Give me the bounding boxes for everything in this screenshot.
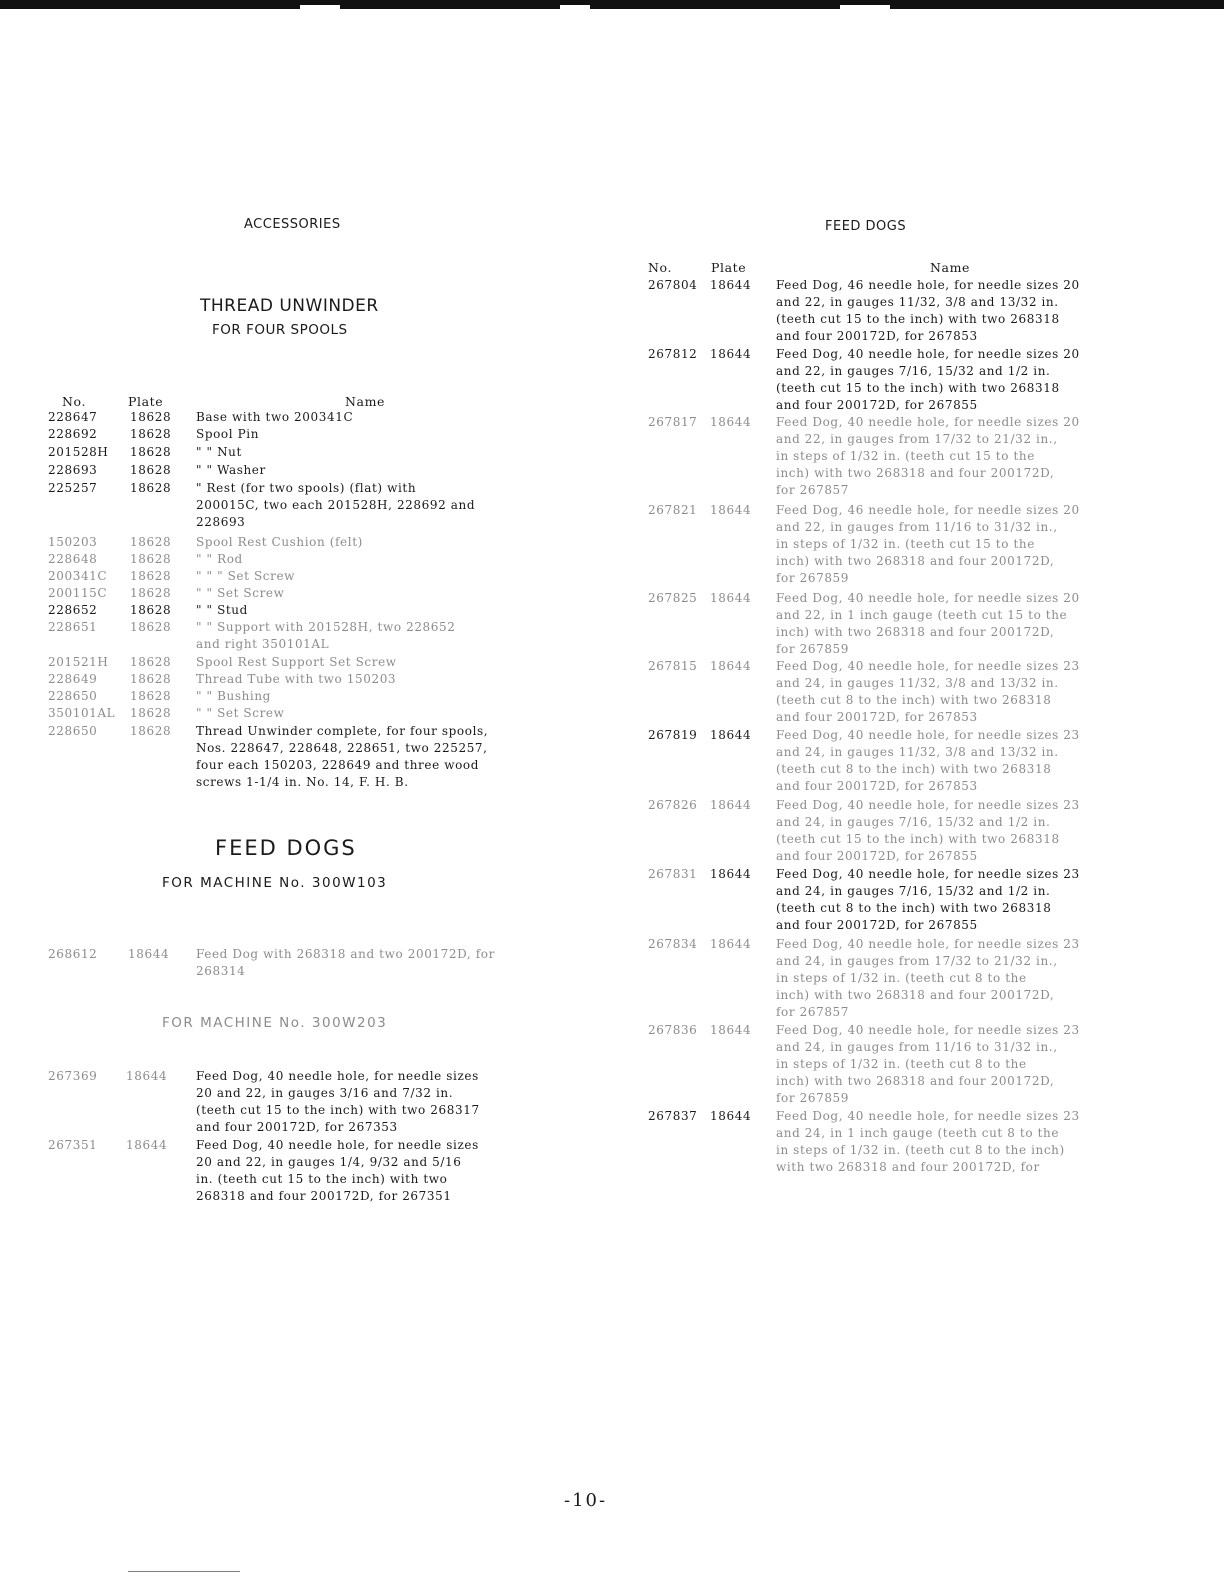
part-plate: 18628 — [130, 655, 172, 669]
part-name: Feed Dog, 40 needle hole, for needle sizes 23 and 24, in gauges 11/32, 3/8 and 13/32 in. (teeth cut 8 to the inch) with two 268318 and four 200172D, for 267853 — [776, 659, 1080, 724]
part-plate: 18644 — [710, 503, 752, 517]
part-plate: 18644 — [126, 1069, 168, 1083]
part-plate: 18628 — [130, 603, 172, 617]
machine-300w203-heading: FOR MACHINE No. 300W203 — [162, 1015, 388, 1031]
part-name: " Rest (for two spools) (flat) with 200015C, two each 201528H, 228692 and 228693 — [196, 481, 476, 529]
part-plate: 18644 — [710, 728, 752, 742]
part-plate: 18644 — [710, 415, 752, 429]
feed-dogs-heading-right: FEED DOGS — [825, 219, 907, 234]
col-header-name: Name — [930, 260, 971, 275]
scan-gap — [560, 5, 590, 9]
part-name: " " Set Screw — [196, 706, 285, 720]
part-name: Feed Dog, 40 needle hole, for needle sizes 20 and 22, in gauges from 17/32 to 21/32 in., in steps of 1/32 in. (teeth cut 15 to the inch) with two 268318 and four 200172D, for 267857 — [776, 415, 1080, 497]
part-name: Feed Dog, 40 needle hole, for needle sizes 20 and 22, in gauges 7/16, 15/32 and 1/2 in. (teeth cut 15 to the inch) with two 268318 and four 200172D, for 267855 — [776, 347, 1080, 412]
part-plate: 18644 — [710, 867, 752, 881]
part-no: 267804 — [648, 278, 698, 292]
part-no: 350101AL — [48, 706, 116, 720]
thread-unwinder-title: THREAD UNWINDER — [200, 296, 379, 316]
part-no: 267826 — [648, 798, 698, 812]
part-name: Feed Dog, 40 needle hole, for needle sizes 23 and 24, in gauges from 11/16 to 31/32 in., in steps of 1/32 in. (teeth cut 8 to the inch) with two 268318 and four 200172D, for 267859 — [776, 1023, 1080, 1105]
part-no: 228650 — [48, 689, 98, 703]
part-no: 201521H — [48, 655, 109, 669]
part-name: " " Nut — [196, 445, 242, 459]
part-no: 267837 — [648, 1109, 698, 1123]
part-no: 267815 — [648, 659, 698, 673]
thread-unwinder-subtitle: FOR FOUR SPOOLS — [212, 322, 348, 338]
col-header-name: Name — [345, 394, 386, 409]
part-no: 228650 — [48, 724, 98, 738]
part-plate: 18628 — [130, 552, 172, 566]
part-plate: 18628 — [130, 569, 172, 583]
part-no: 200341C — [48, 569, 108, 583]
part-name: " " Bushing — [196, 689, 271, 703]
part-plate: 18644 — [710, 278, 752, 292]
col-header-plate: Plate — [711, 260, 747, 275]
part-name: Base with two 200341C — [196, 410, 354, 424]
part-no: 150203 — [48, 535, 98, 549]
part-no: 267819 — [648, 728, 698, 742]
part-name: Feed Dog, 40 needle hole, for needle sizes 20 and 22, in 1 inch gauge (teeth cut 15 to the inch) with two 268318 and four 200172D, for 267859 — [776, 591, 1080, 656]
part-name: Spool Pin — [196, 427, 260, 441]
part-name: Thread Unwinder complete, for four spools, Nos. 228647, 228648, 228651, two 225257, four each 150203, 228649 and three wood screws 1-1/4 in. No. 14, F. H. B. — [196, 724, 489, 789]
part-name: Thread Tube with two 150203 — [196, 672, 397, 686]
part-plate: 18628 — [130, 672, 172, 686]
part-no: 228693 — [48, 463, 98, 477]
scan-border-top — [0, 0, 1224, 9]
part-no: 228651 — [48, 620, 98, 634]
part-name: Feed Dog, 40 needle hole, for needle sizes 23 and 24, in gauges 7/16, 15/32 and 1/2 in. (teeth cut 15 to the inch) with two 268318 and four 200172D, for 267855 — [776, 798, 1080, 863]
part-name: " " Stud — [196, 603, 248, 617]
part-name: Spool Rest Support Set Screw — [196, 655, 397, 669]
part-plate: 18644 — [710, 1109, 752, 1123]
part-plate: 18644 — [710, 591, 752, 605]
part-plate: 18628 — [130, 410, 172, 424]
part-no: 267351 — [48, 1138, 98, 1152]
part-no: 200115C — [48, 586, 108, 600]
part-plate: 18644 — [710, 659, 752, 673]
part-no: 267369 — [48, 1069, 98, 1083]
part-no: 267821 — [648, 503, 698, 517]
part-plate: 18628 — [130, 535, 172, 549]
part-name: Feed Dog, 40 needle hole, for needle sizes 23 and 24, in 1 inch gauge (teeth cut 8 to the in steps of 1/32 in. (teeth cut 8 to the inch) with two 268318 and four 200172D, for — [776, 1109, 1080, 1174]
part-no: 268612 — [48, 947, 98, 961]
part-plate: 18628 — [130, 481, 172, 495]
part-plate: 18644 — [710, 798, 752, 812]
part-name: Feed Dog, 40 needle hole, for needle sizes 23 and 24, in gauges 7/16, 15/32 and 1/2 in. (teeth cut 8 to the inch) with two 268318 and four 200172D, for 267855 — [776, 867, 1080, 932]
part-plate: 18644 — [710, 937, 752, 951]
part-plate: 18628 — [130, 689, 172, 703]
part-name: Feed Dog, 46 needle hole, for needle sizes 20 and 22, in gauges from 11/16 to 31/32 in., in steps of 1/32 in. (teeth cut 15 to the inch) with two 268318 and four 200172D, for 267859 — [776, 503, 1080, 585]
part-no: 228647 — [48, 410, 98, 424]
part-plate: 18628 — [130, 724, 172, 738]
part-no: 228648 — [48, 552, 98, 566]
page-number: -10- — [564, 1490, 608, 1511]
part-name: Feed Dog, 40 needle hole, for needle sizes 23 and 24, in gauges 11/32, 3/8 and 13/32 in. (teeth cut 8 to the inch) with two 268318 and four 200172D, for 267853 — [776, 728, 1080, 793]
part-name: Feed Dog with 268318 and two 200172D, for 268314 — [196, 947, 495, 978]
part-no: 228692 — [48, 427, 98, 441]
part-no: 228649 — [48, 672, 98, 686]
part-no: 267836 — [648, 1023, 698, 1037]
part-name: " " Rod — [196, 552, 243, 566]
part-name: " " Set Screw — [196, 586, 285, 600]
part-name: Feed Dog, 40 needle hole, for needle sizes 20 and 22, in gauges 1/4, 9/32 and 5/16 in. (teeth cut 15 to the inch) with two 268318 and four 200172D, for 267351 — [196, 1138, 479, 1203]
part-plate: 18628 — [130, 706, 172, 720]
part-no: 267817 — [648, 415, 698, 429]
col-header-no: No. — [62, 394, 87, 409]
scan-gap — [840, 5, 890, 9]
part-plate: 18644 — [126, 1138, 168, 1152]
col-header-plate: Plate — [128, 394, 164, 409]
part-plate: 18644 — [710, 347, 752, 361]
feed-dogs-title: FEED DOGS — [215, 836, 357, 860]
part-no: 201528H — [48, 445, 109, 459]
part-plate: 18628 — [130, 445, 172, 459]
part-plate: 18628 — [130, 620, 172, 634]
part-name: " " " Set Screw — [196, 569, 296, 583]
part-no: 267834 — [648, 937, 698, 951]
col-header-no: No. — [648, 260, 673, 275]
accessories-heading: ACCESSORIES — [244, 217, 341, 232]
machine-300w103-heading: FOR MACHINE No. 300W103 — [162, 875, 388, 891]
part-plate: 18628 — [130, 463, 172, 477]
part-plate: 18628 — [130, 586, 172, 600]
part-no: 225257 — [48, 481, 98, 495]
part-name: Spool Rest Cushion (felt) — [196, 535, 363, 549]
part-plate: 18628 — [130, 427, 172, 441]
part-name: " " Washer — [196, 463, 266, 477]
part-no: 267825 — [648, 591, 698, 605]
part-no: 228652 — [48, 603, 98, 617]
part-name: Feed Dog, 40 needle hole, for needle sizes 20 and 22, in gauges 3/16 and 7/32 in. (teeth cut 15 to the inch) with two 268317 and four 200172D, for 267353 — [196, 1069, 480, 1134]
part-no: 267831 — [648, 867, 698, 881]
part-plate: 18644 — [710, 1023, 752, 1037]
part-no: 267812 — [648, 347, 698, 361]
part-plate: 18644 — [128, 947, 170, 961]
scan-gap — [300, 5, 340, 9]
part-name: Feed Dog, 40 needle hole, for needle sizes 23 and 24, in gauges from 17/32 to 21/32 in., in steps of 1/32 in. (teeth cut 8 to the inch) with two 268318 and four 200172D, for 267857 — [776, 937, 1080, 1019]
footer-rule — [128, 1571, 240, 1572]
part-name: " " Support with 201528H, two 228652 and right 350101AL — [196, 620, 456, 651]
part-name: Feed Dog, 46 needle hole, for needle sizes 20 and 22, in gauges 11/32, 3/8 and 13/32 in. (teeth cut 15 to the inch) with two 268318 and four 200172D, for 267853 — [776, 278, 1080, 343]
